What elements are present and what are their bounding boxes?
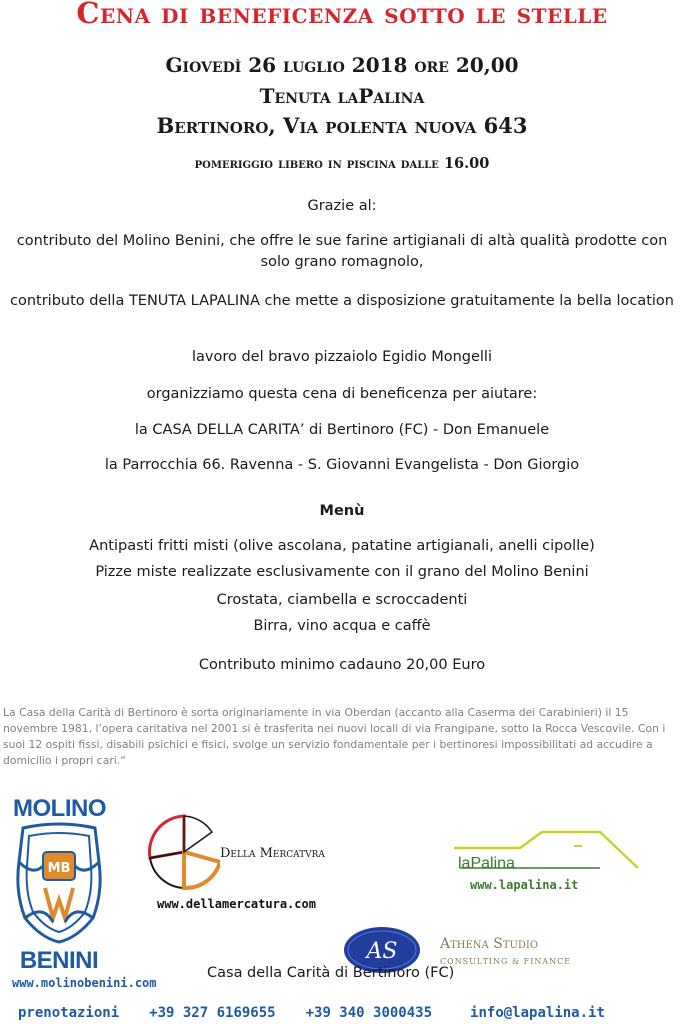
thanks-intro: Grazie al: (307, 198, 377, 214)
molino-name-top: MOLINO (13, 795, 106, 822)
lapalina-name: laPalina (458, 855, 515, 872)
pizzaiolo-line: lavoro del bravo pizzaiolo Egidio Mongelli (191, 349, 492, 365)
event-venue: Tenuta laPalina (259, 84, 425, 108)
menu-item: Antipasti fritti misti (olive ascolana, patatine artigianali, anelli cipolle) (89, 538, 595, 554)
event-address: Bertinoro, Via polenta nuova 643 (156, 113, 528, 138)
email-link[interactable]: info@lapalina.it (470, 1005, 605, 1021)
menu-item: Crostata, ciambella e scroccadenti (216, 592, 468, 608)
reservations-footer (18, 1005, 605, 1021)
athena-studio-tagline: CONSULTING & FINANCE (440, 957, 572, 966)
phone-1-link[interactable]: +39 327 6169655 (149, 1005, 276, 1021)
molino-crest-icon (13, 822, 105, 944)
contribution-molino: contributo del Molino Benini, che offre le sue farine artigianali di altà qualità prodotte con solo grano romagnolo, (16, 233, 668, 270)
casa-carita-quote: La Casa della Carità di Bertinoro è sorta originariamente in via Oberdan (accanto alla Caserma dei Carabinieri) il 15 novembre 1981, l’opera caritativa nel 2001 si è trasferita nei nuovi locali di via Frangipane, sotto la Rocca Vescovile. Con i suoi 12 ospiti fissi, disabili psichici e fisici, svolge un servizio fondamentale per i bertinoresi impossibilitati ad accudire a domicilio i propri cari.“ (3, 706, 666, 767)
pool-note: pomeriggio libero in piscina dalle 16.00 (194, 155, 490, 172)
lapalina-url-link[interactable]: www.lapalina.it (470, 878, 579, 892)
della-mercatura-logo-icon (148, 812, 220, 892)
event-date: Giovedì 26 luglio 2018 ore 20,00 (165, 53, 519, 77)
molino-benini-logo (13, 796, 105, 974)
molino-url-link[interactable]: www.molinobenini.com (12, 976, 157, 990)
athena-initials: AS (366, 939, 398, 964)
purpose-line: organizziamo questa cena di beneficenza per aiutare: (146, 386, 538, 402)
beneficiary-parrocchia: la Parrocchia 66. Ravenna - S. Giovanni Evangelista - Don Giorgio (104, 457, 580, 473)
della-mercatura-url-link[interactable]: www.dellamercatura.com (157, 897, 316, 911)
beneficiary-casa: la CASA DELLA CARITA’ di Bertinoro (FC) - Don Emanuele (134, 422, 550, 438)
minimum-contribution: Contributo minimo cadauno 20,00 Euro (198, 657, 486, 673)
menu-item: Pizze miste realizzate esclusivamente con il grano del Molino Benini (95, 564, 589, 580)
svg-text:MB: MB (47, 861, 71, 876)
athena-studio-name: Athena Studio (440, 936, 539, 952)
menu-item: Birra, vino acqua e caffè (253, 618, 431, 634)
phone-2-link[interactable]: +39 340 3000435 (305, 1005, 433, 1021)
della-mercatura-name: Della Mercatvra (220, 846, 325, 861)
event-title: Cena di beneficenza sotto le stelle (76, 0, 608, 30)
molino-name-bottom: BENINI (19, 947, 99, 974)
reservations-label: prenotazioni (18, 1005, 120, 1021)
contribution-tenuta: contributo della TENUTA LAPALINA che mette a disposizione gratuitamente la bella location (10, 293, 674, 309)
menu-title: Menù (319, 503, 365, 519)
casa-carita-caption: Casa della Carità di Bertinoro (FC) (207, 965, 455, 981)
